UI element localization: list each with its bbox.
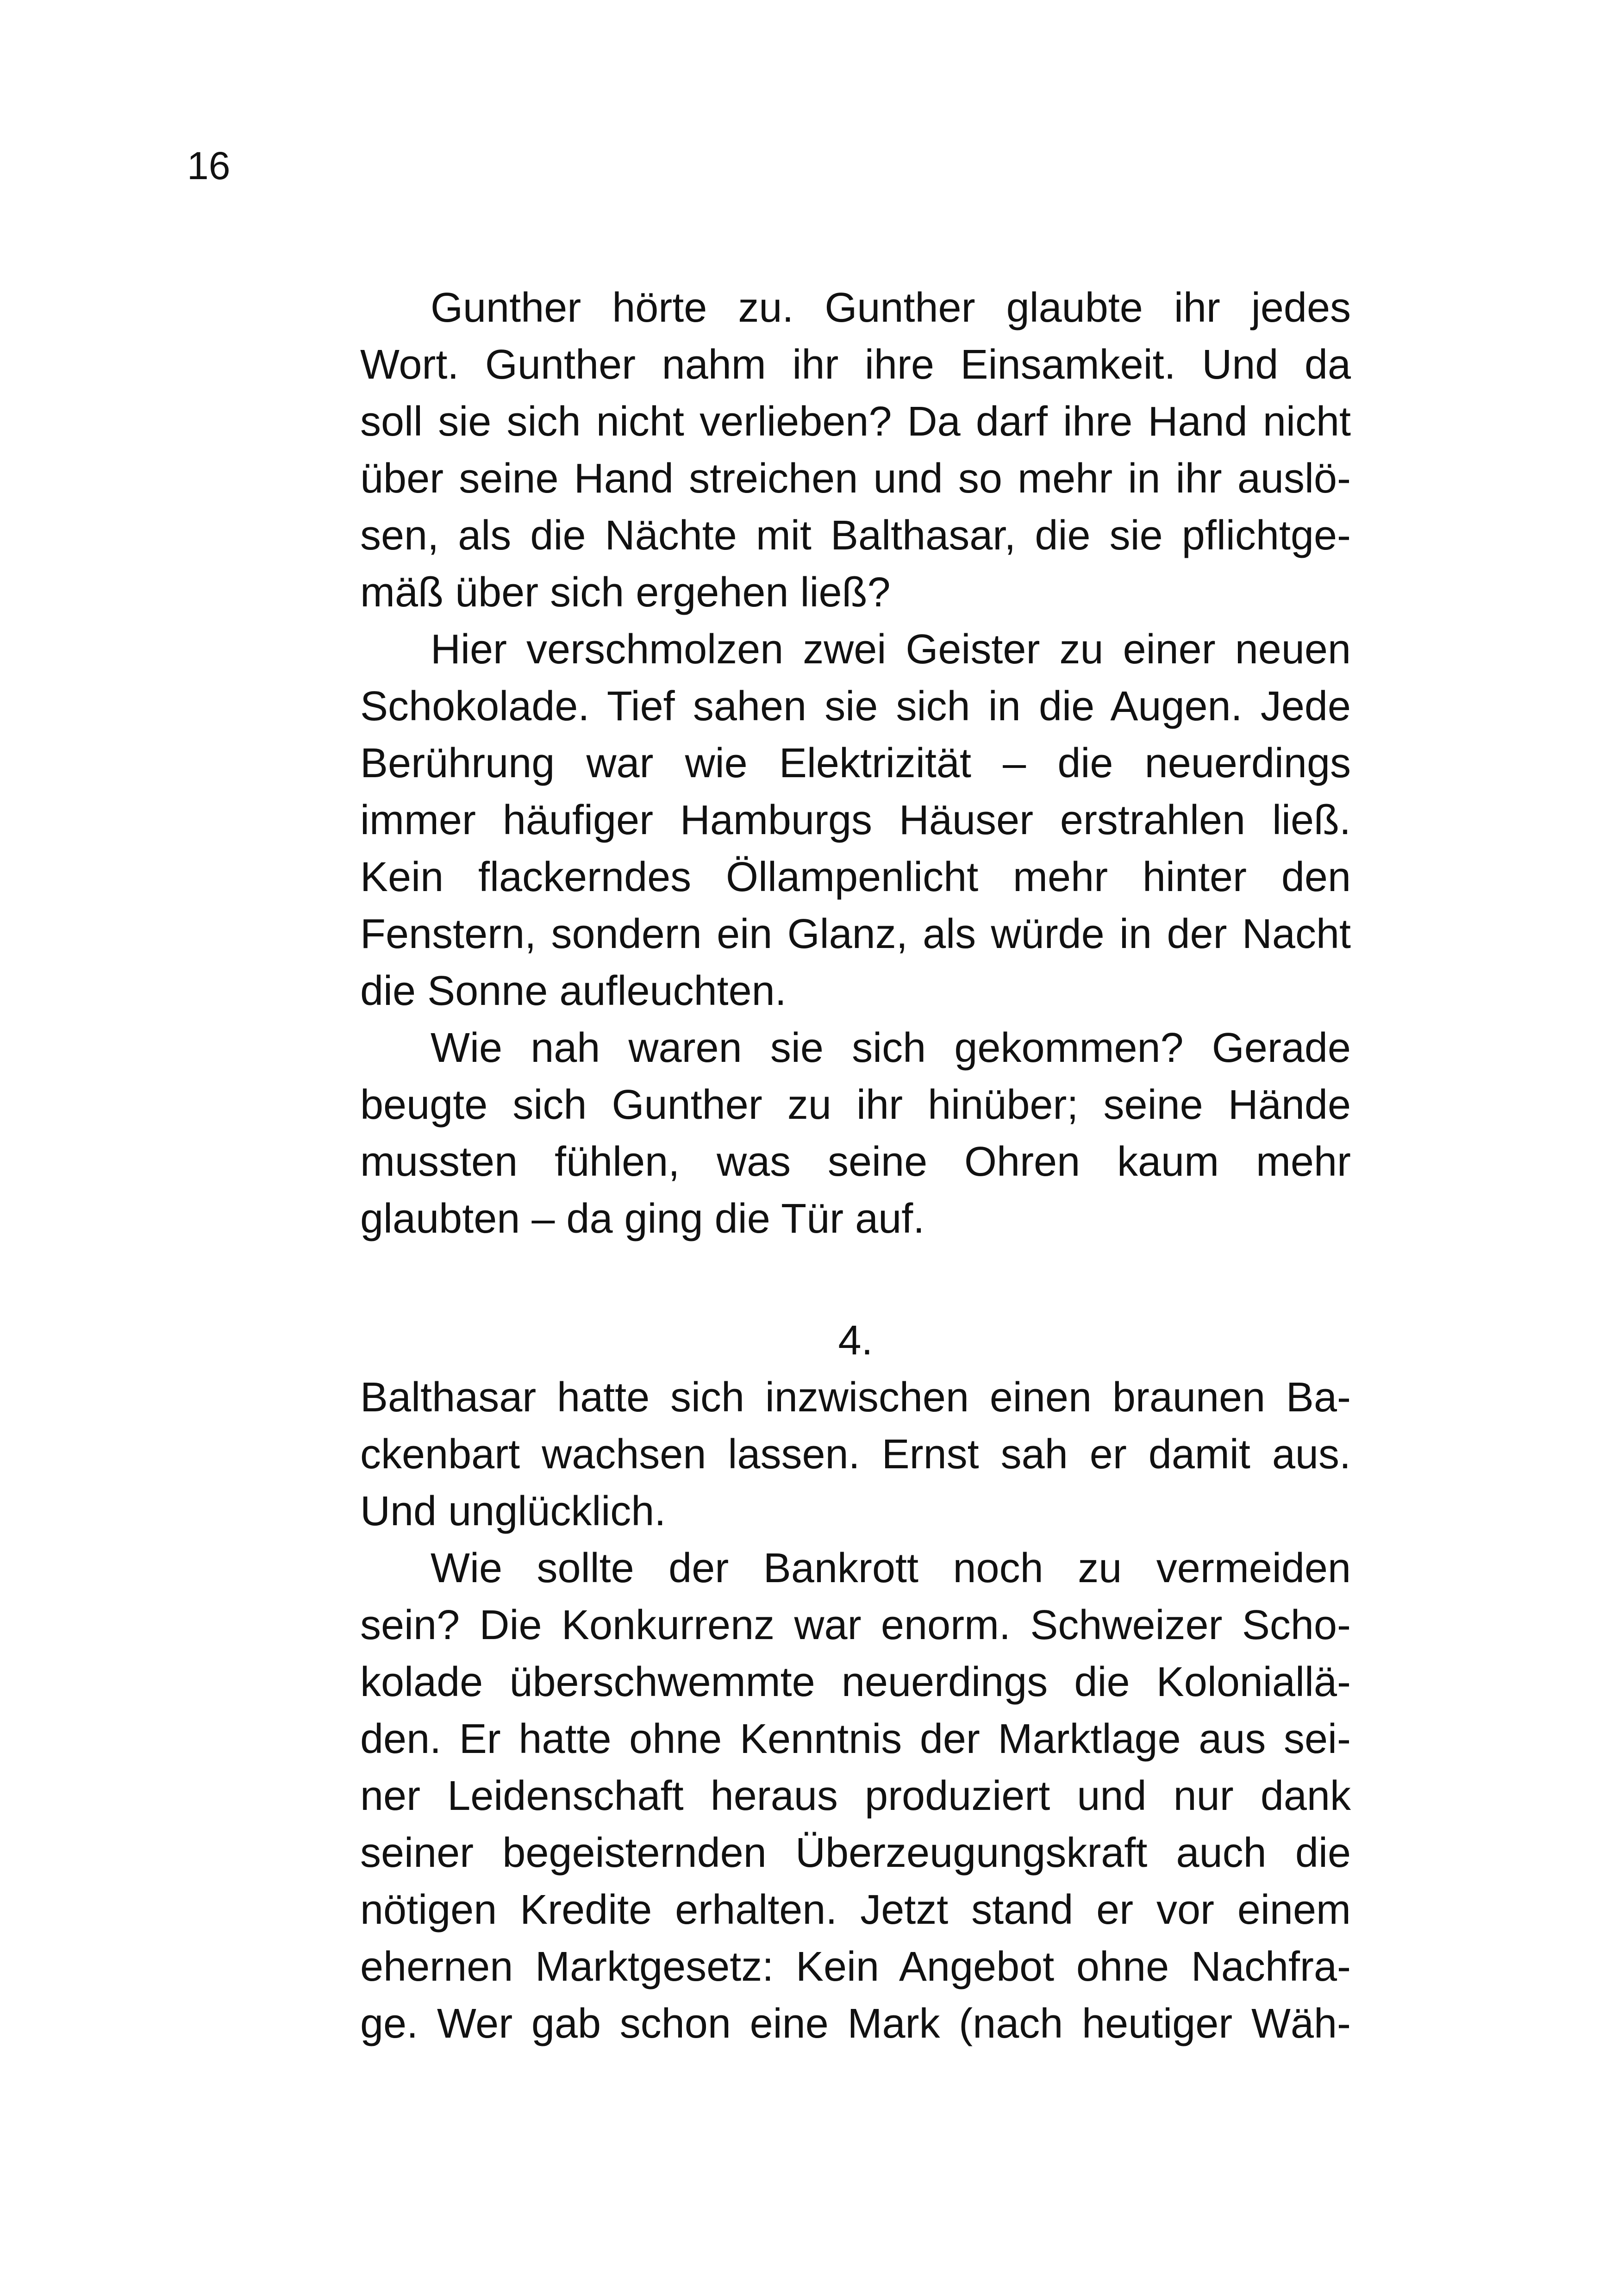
text-line: Schokolade. Tief sahen sie sich in die Augen. Jede (360, 683, 1351, 730)
text-line: über seine Hand streichen und so mehr in ihr auslö- (360, 455, 1351, 502)
text-line: ge. Wer gab schon eine Mark (nach heutiger Wäh- (360, 2001, 1351, 2047)
page-number: 16 (187, 144, 231, 187)
text-line: ckenbart wachsen lassen. Ernst sah er damit aus. (360, 1431, 1351, 1478)
text-line: ehernen Marktgesetz: Kein Angebot ohne Nachfra- (360, 1944, 1351, 1990)
text-line: seiner begeisternden Überzeugungskraft auch die (360, 1830, 1351, 1876)
text-line: Wie sollte der Bankrott noch zu vermeiden (431, 1545, 1351, 1591)
text-line: immer häufiger Hamburgs Häuser erstrahlen ließ. (360, 797, 1351, 843)
text-line: nötigen Kredite erhalten. Jetzt stand er vor einem (360, 1887, 1351, 1933)
text-line: glaubten – da ging die Tür auf. (360, 1196, 925, 1242)
text-line: Wie nah waren sie sich gekommen? Gerade (431, 1025, 1351, 1071)
text-line: Kein flackerndes Öllampenlicht mehr hinter den (360, 854, 1351, 900)
text-line: soll sie sich nicht verlieben? Da darf ihre Hand nicht (360, 399, 1351, 445)
text-line: den. Er hatte ohne Kenntnis der Marktlage aus sei- (360, 1716, 1351, 1762)
text-line: die Sonne aufleuchten. (360, 968, 787, 1014)
text-line: Wort. Gunther nahm ihr ihre Einsamkeit. Und da (360, 342, 1351, 388)
text-line: kolade überschwemmte neuerdings die Koloniallä- (360, 1659, 1351, 1705)
text-line: Balthasar hatte sich inzwischen einen braunen Ba- (360, 1374, 1351, 1421)
text-line: beugte sich Gunther zu ihr hinüber; seine Hände (360, 1082, 1351, 1128)
text-line: Gunther hörte zu. Gunther glaubte ihr jedes (431, 285, 1351, 331)
text-line: Und unglücklich. (360, 1488, 666, 1534)
chapter-number: 4. (838, 1317, 873, 1364)
text-line: Fenstern, sondern ein Glanz, als würde in der Nacht (360, 911, 1351, 957)
text-line: mussten fühlen, was seine Ohren kaum mehr (360, 1139, 1351, 1185)
text-line: Hier verschmolzen zwei Geister zu einer neuen (431, 626, 1351, 673)
body-text (360, 280, 1351, 2052)
text-line: ner Leidenschaft heraus produziert und nur dank (360, 1773, 1351, 1819)
text-line: sen, als die Nächte mit Balthasar, die sie pflichtge- (360, 512, 1351, 559)
text-line: sein? Die Konkurrenz war enorm. Schweizer Scho- (360, 1602, 1351, 1648)
text-line: Berührung war wie Elektrizität – die neuerdings (360, 740, 1351, 786)
section-gap (360, 1247, 1351, 1312)
text-line: mäß über sich ergehen ließ? (360, 569, 891, 616)
